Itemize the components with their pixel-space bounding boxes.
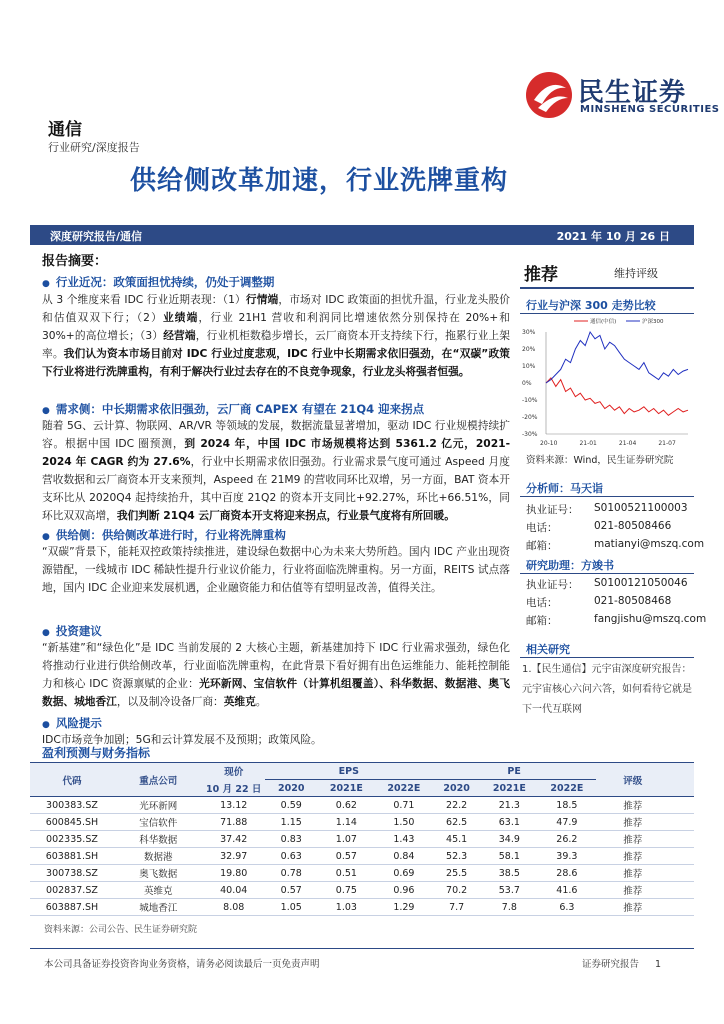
table-cell: 22.2 (446, 799, 468, 811)
trend-chart (520, 316, 694, 448)
col-eps: EPS (265, 763, 433, 780)
eps-2022e: 2022E (387, 782, 421, 794)
table-cell: 0.96 (393, 884, 415, 896)
table-cell: 25.5 (446, 867, 468, 879)
table-cell: 推荐 (623, 903, 643, 914)
related-title: 相关研究 (526, 643, 570, 656)
table-cell: 0.71 (393, 799, 415, 811)
table-cell: 1.29 (393, 901, 415, 913)
table-cell: 1.43 (393, 833, 415, 845)
table-cell: 8.08 (223, 901, 245, 913)
chart-title: 行业与沪深 300 走势比较 (526, 299, 656, 312)
table-cell: 推荐 (623, 852, 643, 863)
bullet-icon: ● (42, 406, 50, 416)
table-cell: 0.57 (280, 884, 302, 896)
table-cell: 300738.SZ (46, 867, 98, 879)
table-cell: 47.9 (556, 816, 578, 828)
table-cell: 28.6 (556, 867, 578, 879)
series-line (546, 332, 688, 383)
table-cell: 0.62 (335, 799, 357, 811)
analyst-cert: 执业证号： S0100521100003 (526, 502, 688, 516)
table-cell: 62.5 (446, 816, 468, 828)
footer-label: 证券研究报告 1 (582, 959, 662, 970)
chart-title-divider (520, 313, 694, 314)
y-tick-label: 30% (522, 329, 536, 336)
table-cell: 数据港 (143, 852, 173, 863)
series-line (546, 378, 688, 415)
table-cell: 推荐 (623, 886, 643, 897)
table-row (30, 848, 694, 865)
table-cell: 41.6 (556, 884, 578, 896)
table-row (30, 899, 694, 916)
bullet-icon: ● (42, 720, 50, 730)
table-cell: 40.04 (220, 884, 248, 896)
table-cell: 推荐 (623, 869, 643, 880)
table-cell: 34.9 (498, 833, 520, 845)
col-rating: 评级 (623, 775, 643, 787)
y-tick-label: -10% (522, 397, 538, 404)
pe-2021e: 2021E (492, 782, 526, 794)
bullet-icon: ● (42, 279, 50, 289)
table-cell: 光环新网 (139, 801, 178, 812)
table-cell: 71.88 (220, 816, 248, 828)
section-text-4: “新基建”和“绿色化”是 IDC 当前发展的 2 大核心主题，新基建加持下 IDC 行业需求强劲，绿色化将推动行业进行供给侧改革，行业面临洗牌重构，在此背景下看好拥有出色运维能力、能耗控制能力和核心 IDC 资源禀赋的企业：光环新网、宝信软件（计算机组覆盖）、科华数据、数据港、奥飞数据、城地香江，以及制冷设备厂商：英维克。 (42, 641, 510, 708)
table-cell: 603881.SH (45, 850, 99, 862)
table-row (30, 882, 694, 899)
table-cell: 26.2 (556, 833, 578, 845)
x-tick-label: 21-04 (618, 440, 637, 447)
x-tick-label: 21-01 (579, 440, 597, 447)
table-row (30, 797, 694, 814)
table-cell: 0.59 (280, 799, 302, 811)
table-cell: 推荐 (623, 835, 643, 846)
forecast-table (30, 762, 694, 916)
table-cell: 0.84 (393, 850, 415, 862)
table-cell: 63.1 (498, 816, 520, 828)
table-cell: 宝信软件 (139, 818, 178, 829)
table-cell: 0.63 (280, 850, 302, 862)
section-head-3: ● 供给侧：供给侧改革进行时，行业将洗牌重构 (42, 528, 286, 542)
footer-divider (30, 948, 694, 949)
table-cell: 002335.SZ (46, 833, 98, 845)
x-tick-label: 20-10 (540, 440, 558, 447)
report-title: 供给侧改革加速，行业洗牌重构 (130, 166, 509, 196)
analyst-divider (520, 496, 694, 497)
table-cell: 1.15 (280, 816, 302, 828)
assistant-divider (520, 573, 694, 574)
table-cell: 300383.SZ (46, 799, 98, 811)
table-cell: 0.83 (280, 833, 302, 845)
disclaimer-note: 本公司具备证券投资咨询业务资格，请务必阅读最后一页免责声明 (44, 959, 320, 970)
assistant-cert: 执业证号： S0100121050046 (526, 577, 688, 591)
analyst-title: 分析师：马天诣 (526, 482, 603, 495)
y-tick-label: 0% (522, 380, 532, 387)
table-cell: 推荐 (623, 818, 643, 829)
table-cell: 0.51 (335, 867, 357, 879)
eps-2021e: 2021E (329, 782, 363, 794)
related-divider (520, 657, 694, 658)
report-banner (30, 225, 694, 245)
section-text-5: IDC市场竞争加剧；5G和云计算发展不及预期；政策风险。 (42, 733, 322, 746)
table-cell: 13.12 (220, 799, 248, 811)
assistant-title: 研究助理：方竣书 (526, 559, 614, 572)
table-cell: 21.3 (498, 799, 520, 811)
assistant-tel: 电话： 021-80508468 (526, 595, 672, 609)
section-head-2: ● 需求侧：中长期需求依旧强劲，云厂商 CAPEX 有望在 21Q4 迎来拐点 (42, 402, 425, 416)
y-tick-label: -20% (522, 414, 538, 421)
table-cell: 19.80 (220, 867, 248, 879)
analyst-tel: 电话： 021-80508466 (526, 520, 672, 534)
table-cell: 0.57 (335, 850, 357, 862)
table-row (30, 814, 694, 831)
table-cell: 城地香江 (139, 903, 178, 914)
table-cell: 32.97 (220, 850, 248, 862)
rating-sub: 维持评级 (614, 267, 658, 280)
table-cell: 奥飞数据 (139, 869, 178, 880)
table-cell: 18.5 (556, 799, 578, 811)
section-text-3: “双碳”背景下，能耗双控政策持续推进，建设绿色数据中心为未来大势所趋。国内 IDC 产业出现资源错配，一线城市 IDC 稀缺性提升行业议价能力，行业将面临洗牌重构。另一方面，REITS 试点落地，国内 IDC 企业迎来发展机遇，企业融资能力和估值等有望明显改善，值得关注。 (42, 545, 510, 594)
abstract-body (42, 274, 510, 749)
y-tick-label: -30% (522, 431, 538, 438)
eps-2020: 2020 (278, 782, 305, 794)
y-tick-label: 10% (522, 363, 536, 370)
bullet-icon: ● (42, 532, 50, 542)
section-text-1: 从 3 个维度来看 IDC 行业近期表现：（1）行情端，市场对 IDC 政策面的担忧升温，行业龙头股价和估值双双下行；（2）业绩端，行业 21H1 营收和利润同比增速依然分别保持在 20%+和 30%+的高位增长；（3）经营端，行业机柜数稳步增长，云厂商资本开支持续下行，拖累行业上架率。我们认为资本市场目前对 IDC 行业过度悲观，IDC 行业中长期需求依旧强劲，在“双碳”政策下行业将进行洗牌重构，有利于解决行业过去存在的不良竞争现象，行业龙头将强者恒强。 (42, 293, 510, 378)
table-cell: 科华数据 (139, 835, 178, 846)
brand-name-cn: 民生证券 (578, 78, 687, 108)
table-cell: 6.3 (559, 901, 575, 913)
table-cell: 英维克 (143, 886, 173, 897)
sector-label: 通信 (48, 120, 82, 140)
rating-main: 推荐 (524, 265, 558, 285)
table-cell: 7.7 (449, 901, 465, 913)
table-cell: 推荐 (623, 801, 643, 812)
table-cell: 603887.SH (45, 901, 99, 913)
pe-2020: 2020 (443, 782, 470, 794)
table-cell: 1.07 (335, 833, 357, 845)
table-cell: 39.3 (556, 850, 578, 862)
table-cell: 600845.SH (45, 816, 99, 828)
banner-date: 2021 年 10 月 26 日 (556, 230, 670, 243)
table-cell: 7.8 (501, 901, 517, 913)
table-cell: 53.7 (498, 884, 520, 896)
table-cell: 70.2 (446, 884, 468, 896)
minsheng-logo-icon (524, 70, 574, 120)
table-cell: 37.42 (220, 833, 248, 845)
table-cell: 1.50 (393, 816, 415, 828)
y-tick-label: 20% (522, 346, 536, 353)
page-number: 1 (655, 959, 662, 970)
table-cell: 0.75 (335, 884, 357, 896)
section-head-4: ● 投资建议 (42, 624, 102, 638)
brand-name-en: MINSHENG SECURITIES (580, 104, 720, 115)
table-cell: 1.14 (335, 816, 357, 828)
table-cell: 58.1 (498, 850, 520, 862)
related-item[interactable]: 1.【民生通信】元宇宙深度研究报告：元宇宙核心六问六答，如何看待它就是下一代互联网 (522, 664, 692, 715)
table-cell: 38.5 (498, 867, 520, 879)
col-price: 现价 (224, 767, 244, 779)
section-head-5: ● 风险提示 (42, 716, 102, 730)
table-row (30, 865, 694, 882)
assistant-mail[interactable]: 邮箱： fangjishu@mszq.com (526, 613, 707, 627)
analyst-mail[interactable]: 邮箱： matianyi@mszq.com (526, 538, 705, 552)
table-cell: 52.3 (446, 850, 468, 862)
col-date: 10 月 22 日 (206, 783, 262, 795)
banner-category: 深度研究报告/通信 (50, 230, 143, 243)
abstract-title: 报告摘要： (42, 254, 108, 269)
section-text-2: 随着 5G、云计算、物联网、AR/VR 等领域的发展，数据流量显著增加，驱动 IDC 行业规模持续扩容。根据中国 IDC 圈预测，到 2024 年，中国 IDC 市场规模将达到 5361.2 亿元，2021-2024 年 CAGR 约为 27.6%，行业中长期需求依旧强劲。行业需求景气度可通过 Aspeed 月度营收数据和云厂商资本开支来预判，Aspeed 在 21M9 的营收同环比双增，另一方面，BAT 资本开支环比从 2020Q4 起持续抬升，其中百度 21Q2 的资本开支同比+92.27%，环比+66.51%，同环比双双高增，我们判断 21Q4 云厂商资本开支将迎来拐点，行业景气度将有所回暖。 (42, 419, 510, 522)
x-tick-label: 21-07 (658, 440, 676, 447)
table-cell: 0.78 (280, 867, 302, 879)
table-row (30, 831, 694, 848)
section-head-1: ● 行业近况：政策面担忧持续，仍处于调整期 (42, 275, 275, 289)
col-company: 重点公司 (139, 775, 178, 787)
rating-divider (520, 287, 694, 289)
report-type: 行业研究/深度报告 (48, 141, 140, 154)
chart-source: 资料来源：Wind，民生证券研究院 (526, 455, 674, 466)
table-cell: 002837.SZ (46, 884, 98, 896)
col-code: 代码 (62, 775, 82, 787)
pe-2022e: 2022E (550, 782, 584, 794)
col-pe: PE (433, 763, 596, 780)
table-cell: 45.1 (446, 833, 468, 845)
legend-label: 沪深300 (642, 319, 664, 325)
table-cell: 1.05 (280, 901, 302, 913)
legend-label: 通信(中信) (590, 319, 617, 325)
bullet-icon: ● (42, 628, 50, 638)
forecast-title: 盈利预测与财务指标 (42, 746, 151, 760)
table-cell: 0.69 (393, 867, 415, 879)
forecast-source: 资料来源：公司公告、民生证券研究院 (44, 925, 198, 935)
table-cell: 1.03 (335, 901, 357, 913)
